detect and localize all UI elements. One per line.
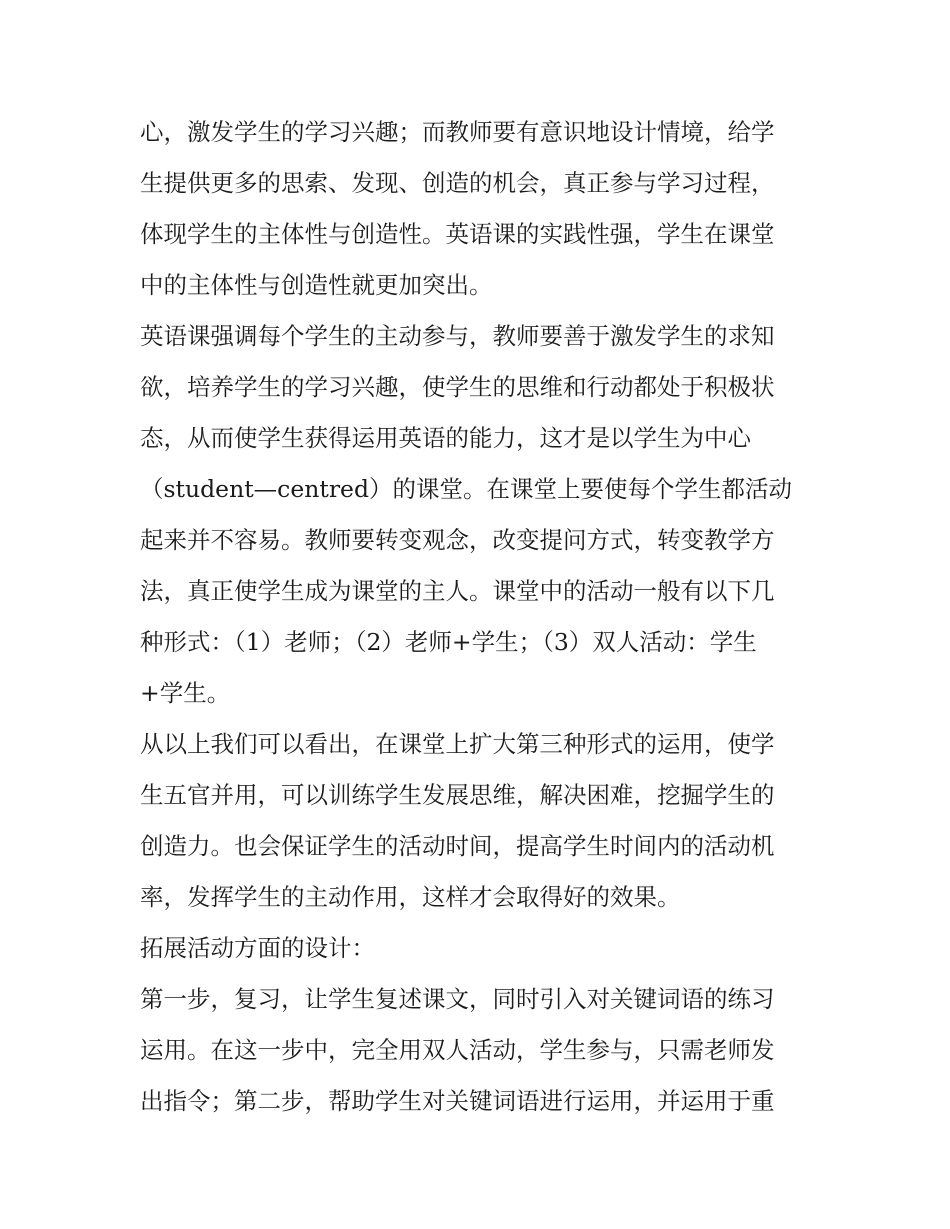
text-line: 法，真正使学生成为课堂的主人。课堂中的活动一般有以下几 bbox=[140, 577, 775, 605]
text-line: （student—centred）的课堂。在课堂上要使每个学生都活动 bbox=[140, 475, 792, 503]
text-line: 创造力。也会保证学生的活动时间，提高学生时间内的活动机 bbox=[140, 832, 775, 860]
text-line: 拓展活动方面的设计： bbox=[140, 934, 375, 962]
text-line: 运用。在这一步中，完全用双人活动，学生参与，只需老师发 bbox=[140, 1036, 775, 1064]
text-line: 体现学生的主体性与创造性。英语课的实践性强，学生在课堂 bbox=[140, 220, 775, 248]
text-line: 生提供更多的思索、发现、创造的机会，真正参与学习过程， bbox=[140, 169, 775, 197]
document-body bbox=[140, 107, 812, 1127]
text-line: 第一步，复习，让学生复述课文，同时引入对关键词语的练习 bbox=[140, 985, 775, 1013]
text-line: 欲，培养学生的学习兴趣，使学生的思维和行动都处于积极状 bbox=[140, 373, 775, 401]
text-line: 从以上我们可以看出，在课堂上扩大第三种形式的运用，使学 bbox=[140, 730, 775, 758]
text-line: 出指令；第二步，帮助学生对关键词语进行运用，并运用于重 bbox=[140, 1087, 775, 1115]
text-line: 中的主体性与创造性就更加突出。 bbox=[140, 271, 493, 299]
text-line: 生五官并用，可以训练学生发展思维，解决困难，挖掘学生的 bbox=[140, 781, 775, 809]
text-line: 英语课强调每个学生的主动参与，教师要善于激发学生的求知 bbox=[140, 322, 775, 350]
text-line: 态，从而使学生获得运用英语的能力，这才是以学生为中心 bbox=[140, 424, 751, 452]
text-line: 率，发挥学生的主动作用，这样才会取得好的效果。 bbox=[140, 883, 681, 911]
text-line: 种形式：（1）老师；（2）老师+学生；（3）双人活动：学生 bbox=[140, 628, 757, 656]
text-line: +学生。 bbox=[140, 679, 231, 707]
text-line: 起来并不容易。教师要转变观念，改变提问方式，转变教学方 bbox=[140, 526, 775, 554]
text-line: 心，激发学生的学习兴趣；而教师要有意识地设计情境，给学 bbox=[140, 118, 775, 146]
